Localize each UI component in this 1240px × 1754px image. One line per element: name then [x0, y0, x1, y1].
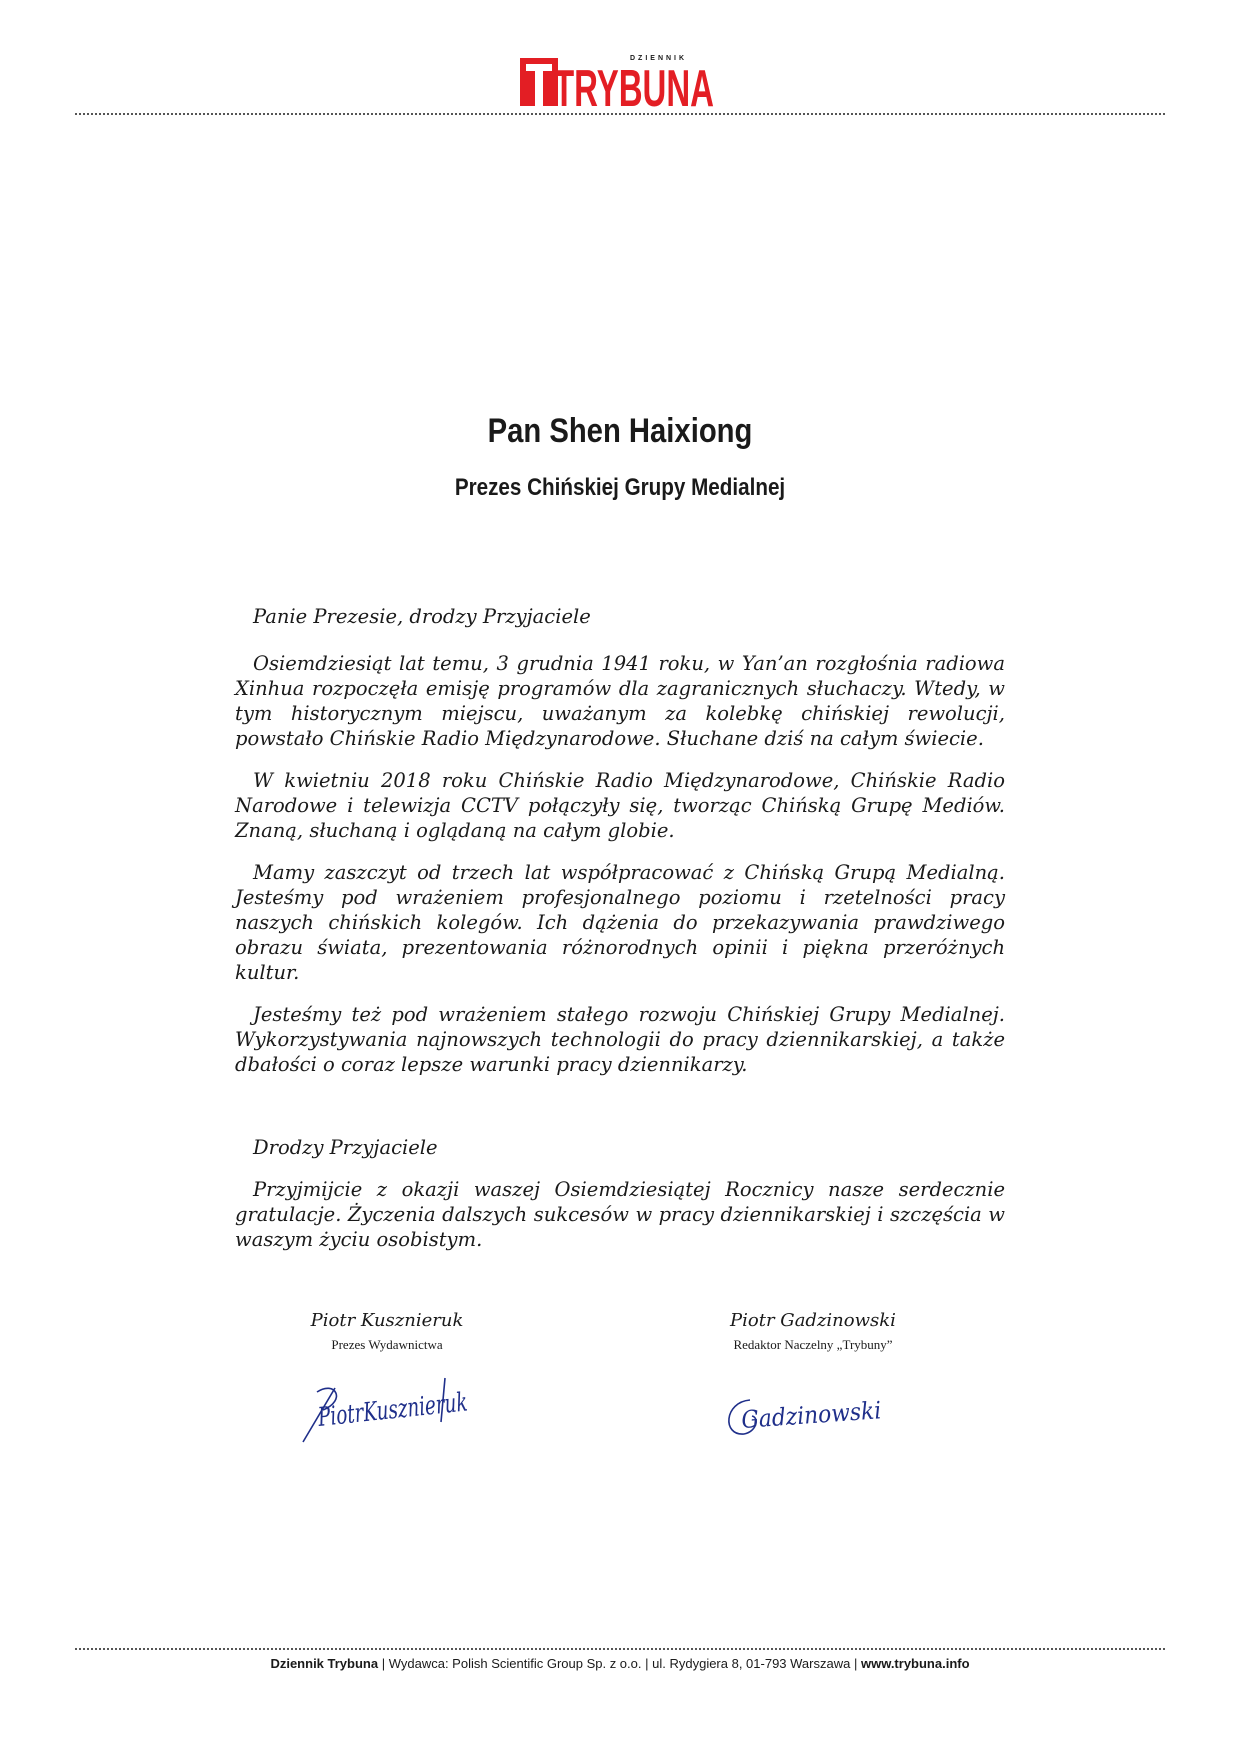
- addressee-title: Prezes Chińskiej Grupy Medialnej: [454, 474, 786, 501]
- footer-divider: [75, 1648, 1165, 1650]
- signer-name: Piotr Kusznieruk: [310, 1310, 464, 1331]
- paragraph: Jesteśmy też pod wrażeniem stałego rozwoju Chińskiej Grupy Medialnej. Wykorzystywania najnowszych technologii do pracy dziennikarskiej, a także dbałości o coraz lepsze warunki pracy dziennikarzy.: [235, 1003, 1005, 1076]
- signer-role: Prezes Wydawnictwa: [331, 1337, 443, 1352]
- footer: Dziennik Trybuna | Wydawca: Polish Scientific Group Sp. z o.o. | ul. Rydygiera 8, 01-793 Warszawa | www.trybuna.info: [270, 1656, 970, 1671]
- logo-main-text: TRYBUNA: [554, 60, 714, 118]
- footer-publisher: Wydawca: Polish Scientific Group Sp. z o.o.: [388, 1656, 642, 1671]
- paragraph: Osiemdziesiąt lat temu, 3 grudnia 1941 roku, w Yan’an rozgłośnia radiowa Xinhua rozpoczęła emisję programów dla zagranicznych słuchaczy. Wtedy, w tym historycznym miejscu, uważanym za kolebkę chińskiej rewolucji, powstało Chińskie Radio Międzynarodowe. Słuchane dziś na całym świecie.: [235, 652, 1005, 750]
- handwritten-signature-gadzinowski: [720, 1388, 900, 1448]
- signer-role: Redaktor Naczelny „Trybuny”: [733, 1337, 893, 1352]
- trybuna-logo: [520, 52, 720, 118]
- paragraph: Mamy zaszczyt od trzech lat współpracować z Chińską Grupą Medialną. Jesteśmy pod wrażeniem profesjonalnego poziomu i rzetelności pracy naszych chińskich kolegów. Ich dążenia do przekazywania prawdziwego obrazu świata, prezentowania różnorodnych opinii i piękna przeróżnych kultur.: [235, 861, 1005, 984]
- footer-brand: Dziennik Trybuna: [270, 1656, 379, 1671]
- signature-block-kusznieruk: [237, 1310, 537, 1353]
- signature-block-gadzinowski: [663, 1310, 963, 1353]
- logo-small-text: DZIENNIK: [630, 55, 688, 62]
- footer-address: ul. Rydygiera 8, 01-793 Warszawa: [652, 1656, 851, 1671]
- header-divider: [75, 113, 1165, 115]
- second-greeting: Drodzy Przyjaciele: [253, 1136, 438, 1159]
- svg-text:Gadzinowski: Gadzinowski: [740, 1395, 897, 1434]
- footer-website-link[interactable]: www.trybuna.info: [860, 1656, 970, 1671]
- svg-text:PiotrKusznieruk: PiotrKusznieruk: [316, 1380, 531, 1433]
- signer-name: Piotr Gadzinowski: [730, 1310, 896, 1331]
- greeting: Panie Prezesie, drodzy Przyjaciele: [253, 605, 591, 628]
- addressee-name: Pan Shen Haixiong: [487, 412, 753, 450]
- closing-paragraph: Przyjmijcie z okazji waszej Osiemdziesiątej Rocznicy nasze serdecznie gratulacje. Życzenia dalszych sukcesów w pracy dziennikarskiej i szczęścia w waszym życiu osobistym.: [235, 1178, 1005, 1251]
- letter-body: [235, 604, 1005, 1269]
- handwritten-signature-kusznieruk: [295, 1370, 531, 1450]
- paragraph: W kwietniu 2018 roku Chińskie Radio Międzynarodowe, Chińskie Radio Narodowe i telewizja CCTV połączyły się, tworząc Chińską Grupę Mediów. Znaną, słuchaną i oglądaną na całym globie.: [235, 769, 1005, 842]
